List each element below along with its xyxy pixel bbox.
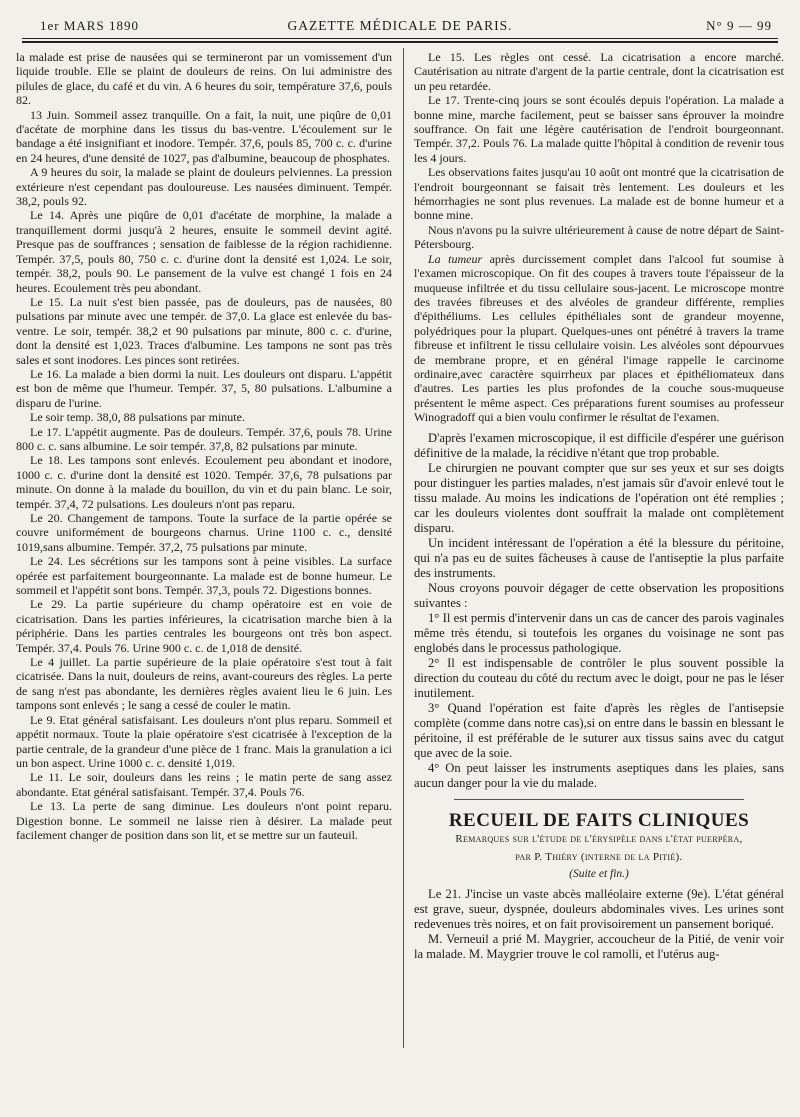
paragraph: Le 15. Les règles ont cessé. La cicatrisation a encore marché. Cautérisation au nitrate d'argent de la partie centrale, dont la cicatrisation est un peu retardée. <box>414 50 784 93</box>
section-continued: (Suite et fin.) <box>569 867 629 880</box>
paragraph: Le 13. La perte de sang diminue. Les douleurs n'ont point reparu. Digestion bonne. Le sommeil ne laisse rien à désirer. La malade peut facilement changer de position dans son lit, et se mettre sur un fauteuil. <box>16 799 392 842</box>
paragraph: Nous croyons pouvoir dégager de cette observation les propositions suivantes : <box>414 580 784 610</box>
header-rule-thick <box>22 41 778 43</box>
issue-date: 1er MARS 1890 <box>40 18 139 33</box>
paragraph: Le 21. J'incise un vaste abcès malléolaire externe (9e). L'état général est grave, sueur, dyspnée, douleurs abdominales vives. Les urines sont redevenues très noires, et on fait provisoirement un pansement boriqué. <box>414 887 784 932</box>
paragraph: Le 15. La nuit s'est bien passée, pas de douleurs, pas de nausées, 80 pulsations par minute avec une tempér. de 37,0. La glace est enlevée du bas-ventre. Le soir, tempér. 38,2 et 90 pulsations par minute, 800 c. c. d'urine, dont la densité est 1,023. Traces d'albumine. Les tampons ne sont pas très sales et sont inodores. Les pinces sont retirées. <box>16 294 392 367</box>
right-column <box>414 50 784 962</box>
proposition: 2° Il est indispensable de contrôler le plus souvent possible la direction du couteau du côté du rectum avec le doigt, pour ne pas le léser inutilement. <box>414 655 784 700</box>
journal-title: GAZETTE MÉDICALE DE PARIS. <box>287 18 513 33</box>
paragraph: Les observations faites jusqu'au 10 août ont montré que la cicatrisation de l'endroit bourgeonnant se faisait très lentement. Les douleurs et les hémorrhagies ne sont plus revenues. La malade est de bonne humeur et a bonne mine. <box>414 165 784 223</box>
paragraph: Le 20. Changement de tampons. Toute la surface de la partie opérée se couvre uniformément de bourgeons charnus. Urine 1100 c. c., densité 1019,sans albumine. Tempér. 37,2, 75 pulsations par minute. <box>16 511 392 554</box>
header-rule <box>22 38 778 39</box>
paragraph: la malade est prise de nausées qui se termineront par un vomissement d'un liquide trouble. Elle se plaint de douleurs de reins. On lui administre des pilules de glace, du café et du vin. A 6 heures du soir, température 37,6, pouls 82. <box>16 50 392 108</box>
paragraph: Le 24. Les sécrétions sur les tampons sont à peine visibles. La surface opérée est parfaitement bourgeonnante. La malade est de bonne humeur. Le sommeil et l'appétit sont bons. Tempér. 37,3, pouls 72. Digestions bonnes. <box>16 554 392 598</box>
section-title: RECUEIL DE FAITS CLINIQUES <box>448 809 750 831</box>
paragraph: Le 18. Les tampons sont enlevés. Ecoulement peu abondant et inodore, 1000 c. c. d'urine dont la densité est 1020. Tempér. 37,6, 78 pulsations par minute. On donne à la malade du bouillon, du vin et du pain blanc. Le soir, tempér. 37,4, 72 pulsations. Les douleurs n'ont pas reparu. <box>16 453 392 511</box>
section-subtitle: Remarques sur l'étude de l'érysipèle dans l'état puerpéra, <box>455 832 743 845</box>
column-divider <box>403 48 404 1048</box>
tumeur-lead: La tumeur <box>428 251 483 266</box>
page-header <box>22 14 778 36</box>
section-author: par P. Thiéry (interne de la Pitié). <box>515 851 683 864</box>
paragraph: Le 16. La malade a bien dormi la nuit. Les douleurs ont disparu. L'appétit est bon de même que l'humeur. Tempér. 37, 5, 80 pulsations. L'albumine a disparu de l'urine. <box>16 366 392 410</box>
section-header <box>414 809 784 882</box>
paragraph: Le 9. Etat général satisfaisant. Les douleurs n'ont plus reparu. Sommeil et appétit normaux. Toute la plaie opératoire s'est cicatrisée à l'exception de la partie centrale, de la grandeur d'une pièce de 1 franc. Mais la granulation a ici un bon aspect. Urine 1000 c. c. densité 1,019. <box>16 712 392 770</box>
paragraph: Un incident intéressant de l'opération a été la blessure du péritoine, qui n'a pas eu de suites fâcheuses à cause de l'antiseptie la plus parfaite des instruments. <box>414 535 784 580</box>
tumeur-text: après durcissement complet dans l'alcool fut soumise à l'examen microscopique. On fit des coupes à travers toute l'épaisseur de la muqueuse infiltrée et du tissu cellulaire sous-jacent. Le microscope montre des travées fibreuses et des alvéoles de grandeur différente, remplies d'épithéliums. Les cellules épithéliales sont de grandeur moyenne, polyédriques pour la plupart. Quelques-unes ont pénétré à travers la trame fibreuse et infiltrent le tissu cellulaire voisin. Les alvéoles sont dépourvues de membrane propre, et en général l'image rappelle le carcinome ordinaire,avec caractère squirrheux par places et épithéliomateux dans d'autres. Les parties les plus profondes de la couche sous-muqueuse présentent le même aspect. Ces préparations furent soumises au professeur Winogradoff qui a bien voulu confirmer le résultat de l'examen. <box>414 251 784 425</box>
paragraph: Le soir temp. 38,0, 88 pulsations par minute. <box>30 410 245 425</box>
page-number: N° 9 — 99 <box>706 18 772 33</box>
proposition: 1° Il est permis d'intervenir dans un cas de cancer des parois vaginales même très étendu, si toutefois les organes du voisinage ne sont pas englobés dans le processus pathologique. <box>414 610 784 655</box>
proposition: 3° Quand l'opération est faite d'après les règles de l'antisepsie complète (comme dans notre cas),si on entre dans le bassin en blessant le péritoine, il est préférable de le suturer aux tissus sains avec du catgut que avec de la soie. <box>414 700 784 760</box>
paragraph: Le 17. L'appétit augmente. Pas de douleurs. Tempér. 37,6, pouls 78. Urine 800 c. c. sans albumine. Le soir tempér. 37,8, 82 pulsations par minute. <box>16 424 392 453</box>
left-column <box>16 50 392 842</box>
section-rule <box>454 799 744 800</box>
paragraph: Le 29. La partie supérieure du champ opératoire est en voie de cicatrisation. Dans les parties inférieures, la cicatrisation marche bien à la périphérie. Dans les parties centrales les bourgeons ont très bon aspect. Tempér. 37,4. Pouls 76. Urine 900 c. c. de 1,018 de densité. <box>16 597 392 655</box>
paragraph: Nous n'avons pu la suivre ultérieurement à cause de notre départ de Saint-Pétersbourg. <box>414 222 784 252</box>
paragraph: Le 14. Après une piqûre de 0,01 d'acétate de morphine, la malade a tranquillement dormi jusqu'à 2 heures, ensuite le sommeil devint agité. Presque pas de souffrances ; sensation de faiblesse de la région rachidienne. Tempér. 37,5, pouls 80, 750 c. c. d'urine dont la densité est 1,024. Le soir, tempér. 38,2, pouls 90. Le pansement de la vulve est changé 1 fois en 24 heures. Ecoulement très peu abondant. <box>16 208 392 295</box>
paragraph: Le 11. Le soir, douleurs dans les reins ; le matin perte de sang assez abondante. Etat général satisfaisant. Tempér. 37,4. Pouls 76. <box>16 770 392 799</box>
paragraph: Le chirurgien ne pouvant compter que sur ses yeux et sur ses doigts pour distinguer les parties malades, n'est jamais sûr d'avoir enlevé tout le tissu malade. Au moins les indications de l'opération ont été remplies ; car les douleurs violentes dont souffrait la malade ont complètement disparu. <box>414 460 784 535</box>
paragraph: Le 4 juillet. La partie supérieure de la plaie opératoire s'est tout à fait cicatrisée. Dans la nuit, douleurs de reins, avant-coureurs des règles. La perte de sang n'est pas abondante, les dernières règles avaient lieu le 6 juin. Les tampons sont enlevés ; le sang a cessé de couler le matin. <box>16 655 392 713</box>
proposition: 4° On peut laisser les instruments aseptiques dans les plaies, sans aucun danger pour la vie du malade. <box>414 760 784 790</box>
tumeur-paragraph <box>414 252 784 425</box>
paragraph: Le 17. Trente-cinq jours se sont écoulés depuis l'opération. La malade a bonne mine, marche facilement, peut se baisser sans éprouver la moindre souffrance. On fait une légère cautérisation de l'endroit bourgeonnant. Tempér. 37,2. Pouls 76. La malade quitte l'hôpital à condition de revenir tous les 4 jours. <box>414 93 784 165</box>
paragraph: D'après l'examen microscopique, il est difficile d'espérer une guérison définitive de la malade, la récidive n'étant que trop probable. <box>414 430 784 460</box>
paragraph: 13 Juin. Sommeil assez tranquille. On a fait, la nuit, une piqûre de 0,01 d'acétate de morphine dans les tissus du bas-ventre. L'écoulement sur le bandage a été insignifiant et inodore. Tempér. 37,6, pouls 85, 700 c. c. d'urine en 24 heures, d'une densité de 1027, pas d'albumine, beaucoup de phosphates. <box>16 107 392 165</box>
paragraph: M. Verneuil a prié M. Maygrier, accoucheur de la Pitié, de venir voir la malade. M. Maygrier trouve le col ramolli, et l'utérus aug- <box>414 932 784 962</box>
paragraph: A 9 heures du soir, la malade se plaint de douleurs pelviennes. La pression extérieure n'est cependant pas douloureuse. Les nausées diminuent. Tempér. 38,2, pouls 92. <box>16 165 392 209</box>
